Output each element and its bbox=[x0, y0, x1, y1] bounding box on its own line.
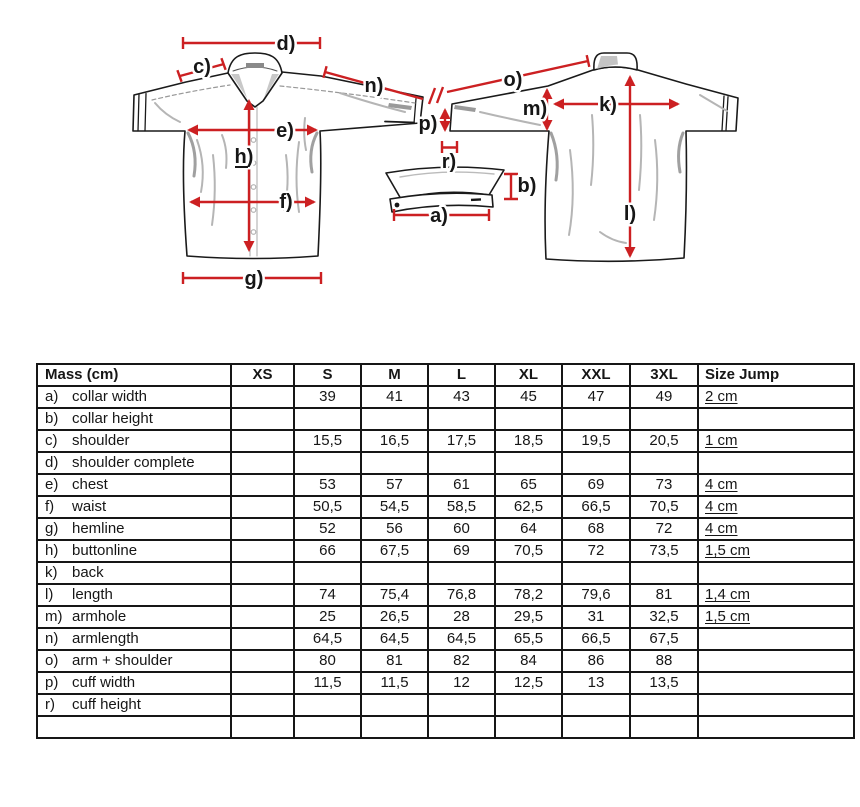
value-cell bbox=[562, 694, 630, 716]
value-cell: 64,5 bbox=[428, 628, 495, 650]
value-cell bbox=[361, 408, 428, 430]
table-row bbox=[37, 540, 854, 562]
value-cell bbox=[294, 716, 361, 738]
value-cell: 20,5 bbox=[630, 430, 698, 452]
value-cell: 45 bbox=[495, 386, 562, 408]
diagram-label-h: h) bbox=[234, 146, 254, 168]
table-row bbox=[37, 628, 854, 650]
diagram-label-r: r) bbox=[441, 151, 457, 173]
row-label: a) collar width bbox=[37, 386, 231, 408]
value-cell bbox=[231, 496, 294, 518]
value-cell: 79,6 bbox=[562, 584, 630, 606]
header-size-xs: XS bbox=[231, 364, 294, 386]
row-label: r) cuff height bbox=[37, 694, 231, 716]
row-label: h) buttonline bbox=[37, 540, 231, 562]
value-cell bbox=[495, 562, 562, 584]
diagram-label-n: n) bbox=[364, 75, 384, 97]
table-header-row bbox=[37, 364, 854, 386]
diagram-label-l: l) bbox=[623, 203, 637, 225]
value-cell bbox=[231, 716, 294, 738]
size-jump-cell: 1,4 cm bbox=[698, 584, 854, 606]
value-cell: 67,5 bbox=[630, 628, 698, 650]
collar-button bbox=[395, 203, 400, 208]
table-row bbox=[37, 518, 854, 540]
value-cell: 72 bbox=[562, 540, 630, 562]
size-jump-cell bbox=[698, 452, 854, 474]
diagram-label-c: c) bbox=[193, 56, 211, 78]
value-cell: 62,5 bbox=[495, 496, 562, 518]
value-cell: 66 bbox=[294, 540, 361, 562]
size-jump-cell: 1 cm bbox=[698, 430, 854, 452]
size-jump-cell: 4 cm bbox=[698, 496, 854, 518]
diagram-label-o: o) bbox=[503, 69, 523, 91]
size-jump-cell bbox=[698, 562, 854, 584]
value-cell bbox=[428, 452, 495, 474]
size-jump-cell: 4 cm bbox=[698, 518, 854, 540]
row-label: l) length bbox=[37, 584, 231, 606]
value-cell bbox=[428, 408, 495, 430]
value-cell bbox=[231, 628, 294, 650]
value-cell: 86 bbox=[562, 650, 630, 672]
size-table-body bbox=[37, 386, 854, 738]
table-row bbox=[37, 496, 854, 518]
value-cell bbox=[361, 562, 428, 584]
table-row bbox=[37, 408, 854, 430]
back-shirt-drawing bbox=[450, 53, 738, 261]
value-cell: 74 bbox=[294, 584, 361, 606]
value-cell: 64,5 bbox=[361, 628, 428, 650]
value-cell: 72 bbox=[630, 518, 698, 540]
header-size-xxl: XXL bbox=[562, 364, 630, 386]
value-cell bbox=[231, 672, 294, 694]
value-cell: 88 bbox=[630, 650, 698, 672]
value-cell: 39 bbox=[294, 386, 361, 408]
value-cell bbox=[231, 518, 294, 540]
front-collar-label-tag bbox=[246, 63, 264, 68]
value-cell: 52 bbox=[294, 518, 361, 540]
size-jump-cell: 1,5 cm bbox=[698, 606, 854, 628]
header-size-xl: XL bbox=[495, 364, 562, 386]
value-cell: 80 bbox=[294, 650, 361, 672]
value-cell: 26,5 bbox=[361, 606, 428, 628]
value-cell: 73,5 bbox=[630, 540, 698, 562]
value-cell bbox=[231, 430, 294, 452]
value-cell: 16,5 bbox=[361, 430, 428, 452]
value-cell bbox=[231, 650, 294, 672]
value-cell bbox=[562, 408, 630, 430]
table-row bbox=[37, 672, 854, 694]
sleeve-break-marks bbox=[429, 87, 443, 104]
header-size-m: M bbox=[361, 364, 428, 386]
row-label: n) armlength bbox=[37, 628, 231, 650]
value-cell bbox=[562, 716, 630, 738]
value-cell bbox=[294, 694, 361, 716]
value-cell: 53 bbox=[294, 474, 361, 496]
diagram-label-a: a) bbox=[430, 205, 448, 227]
value-cell bbox=[495, 452, 562, 474]
value-cell bbox=[361, 694, 428, 716]
value-cell bbox=[231, 606, 294, 628]
value-cell: 25 bbox=[294, 606, 361, 628]
row-label: k) back bbox=[37, 562, 231, 584]
value-cell: 57 bbox=[361, 474, 428, 496]
value-cell: 67,5 bbox=[361, 540, 428, 562]
value-cell bbox=[231, 540, 294, 562]
value-cell bbox=[294, 452, 361, 474]
value-cell: 13 bbox=[562, 672, 630, 694]
size-jump-cell bbox=[698, 408, 854, 430]
table-row bbox=[37, 386, 854, 408]
value-cell bbox=[562, 452, 630, 474]
row-label: b) collar height bbox=[37, 408, 231, 430]
row-label: d) shoulder complete bbox=[37, 452, 231, 474]
value-cell: 60 bbox=[428, 518, 495, 540]
value-cell: 58,5 bbox=[428, 496, 495, 518]
value-cell bbox=[231, 584, 294, 606]
value-cell: 66,5 bbox=[562, 496, 630, 518]
measure-b bbox=[504, 174, 518, 199]
value-cell: 73 bbox=[630, 474, 698, 496]
value-cell bbox=[294, 408, 361, 430]
diagram-label-m: m) bbox=[522, 98, 548, 120]
value-cell: 65 bbox=[495, 474, 562, 496]
value-cell: 54,5 bbox=[361, 496, 428, 518]
diagram-label-g: g) bbox=[244, 268, 264, 290]
value-cell: 47 bbox=[562, 386, 630, 408]
row-label: f) waist bbox=[37, 496, 231, 518]
value-cell bbox=[428, 694, 495, 716]
size-jump-cell bbox=[698, 672, 854, 694]
row-label bbox=[37, 716, 231, 738]
value-cell: 82 bbox=[428, 650, 495, 672]
value-cell: 15,5 bbox=[294, 430, 361, 452]
size-jump-cell bbox=[698, 716, 854, 738]
value-cell bbox=[630, 562, 698, 584]
value-cell: 78,2 bbox=[495, 584, 562, 606]
table-row bbox=[37, 562, 854, 584]
header-size-s: S bbox=[294, 364, 361, 386]
size-jump-cell bbox=[698, 650, 854, 672]
header-size-l: L bbox=[428, 364, 495, 386]
table-row bbox=[37, 584, 854, 606]
value-cell: 61 bbox=[428, 474, 495, 496]
value-cell: 29,5 bbox=[495, 606, 562, 628]
value-cell bbox=[231, 386, 294, 408]
value-cell: 18,5 bbox=[495, 430, 562, 452]
table-row bbox=[37, 430, 854, 452]
value-cell: 13,5 bbox=[630, 672, 698, 694]
diagram-label-p: p) bbox=[418, 113, 438, 135]
table-row bbox=[37, 650, 854, 672]
size-jump-cell: 1,5 cm bbox=[698, 540, 854, 562]
value-cell bbox=[630, 408, 698, 430]
header-size-3xl: 3XL bbox=[630, 364, 698, 386]
value-cell bbox=[231, 452, 294, 474]
row-label: c) shoulder bbox=[37, 430, 231, 452]
value-cell: 65,5 bbox=[495, 628, 562, 650]
value-cell: 81 bbox=[630, 584, 698, 606]
size-jump-cell bbox=[698, 628, 854, 650]
value-cell: 11,5 bbox=[294, 672, 361, 694]
row-label: m) armhole bbox=[37, 606, 231, 628]
size-table bbox=[36, 363, 855, 739]
value-cell bbox=[630, 452, 698, 474]
value-cell bbox=[231, 694, 294, 716]
value-cell: 32,5 bbox=[630, 606, 698, 628]
shirt-measurement-diagram bbox=[0, 0, 860, 335]
value-cell bbox=[231, 474, 294, 496]
value-cell bbox=[495, 694, 562, 716]
value-cell: 69 bbox=[562, 474, 630, 496]
header-mass-cm: Mass (cm) bbox=[37, 364, 231, 386]
size-jump-cell: 2 cm bbox=[698, 386, 854, 408]
value-cell: 41 bbox=[361, 386, 428, 408]
table-row bbox=[37, 716, 854, 738]
table-row bbox=[37, 606, 854, 628]
value-cell: 70,5 bbox=[495, 540, 562, 562]
diagram-label-f: f) bbox=[279, 191, 293, 213]
size-jump-cell: 4 cm bbox=[698, 474, 854, 496]
value-cell bbox=[231, 408, 294, 430]
value-cell bbox=[428, 562, 495, 584]
value-cell bbox=[495, 716, 562, 738]
diagram-label-d: d) bbox=[276, 33, 296, 55]
value-cell: 43 bbox=[428, 386, 495, 408]
row-label: p) cuff width bbox=[37, 672, 231, 694]
table-row bbox=[37, 474, 854, 496]
header-size-jump: Size Jump bbox=[698, 364, 854, 386]
value-cell bbox=[231, 562, 294, 584]
value-cell bbox=[495, 408, 562, 430]
value-cell: 64 bbox=[495, 518, 562, 540]
value-cell: 81 bbox=[361, 650, 428, 672]
value-cell: 64,5 bbox=[294, 628, 361, 650]
front-shirt-body bbox=[133, 72, 423, 259]
value-cell: 50,5 bbox=[294, 496, 361, 518]
value-cell: 69 bbox=[428, 540, 495, 562]
value-cell: 12,5 bbox=[495, 672, 562, 694]
value-cell: 49 bbox=[630, 386, 698, 408]
row-label: g) hemline bbox=[37, 518, 231, 540]
value-cell: 28 bbox=[428, 606, 495, 628]
value-cell bbox=[361, 452, 428, 474]
value-cell: 76,8 bbox=[428, 584, 495, 606]
table-row bbox=[37, 452, 854, 474]
value-cell bbox=[630, 716, 698, 738]
size-jump-cell bbox=[698, 694, 854, 716]
value-cell bbox=[630, 694, 698, 716]
diagram-label-b: b) bbox=[517, 175, 537, 197]
row-label: o) arm + shoulder bbox=[37, 650, 231, 672]
table-row bbox=[37, 694, 854, 716]
value-cell bbox=[361, 716, 428, 738]
value-cell bbox=[562, 562, 630, 584]
value-cell: 12 bbox=[428, 672, 495, 694]
value-cell: 56 bbox=[361, 518, 428, 540]
diagram-label-k: k) bbox=[599, 94, 617, 116]
value-cell: 75,4 bbox=[361, 584, 428, 606]
diagram-label-e: e) bbox=[276, 120, 294, 142]
value-cell: 31 bbox=[562, 606, 630, 628]
value-cell bbox=[428, 716, 495, 738]
row-label: e) chest bbox=[37, 474, 231, 496]
front-right-sleeve-slit bbox=[385, 122, 414, 123]
value-cell: 19,5 bbox=[562, 430, 630, 452]
value-cell: 66,5 bbox=[562, 628, 630, 650]
value-cell: 11,5 bbox=[361, 672, 428, 694]
measure-d bbox=[183, 37, 320, 49]
back-shirt-body bbox=[450, 67, 738, 261]
value-cell: 70,5 bbox=[630, 496, 698, 518]
value-cell bbox=[294, 562, 361, 584]
value-cell: 84 bbox=[495, 650, 562, 672]
value-cell: 68 bbox=[562, 518, 630, 540]
value-cell: 17,5 bbox=[428, 430, 495, 452]
